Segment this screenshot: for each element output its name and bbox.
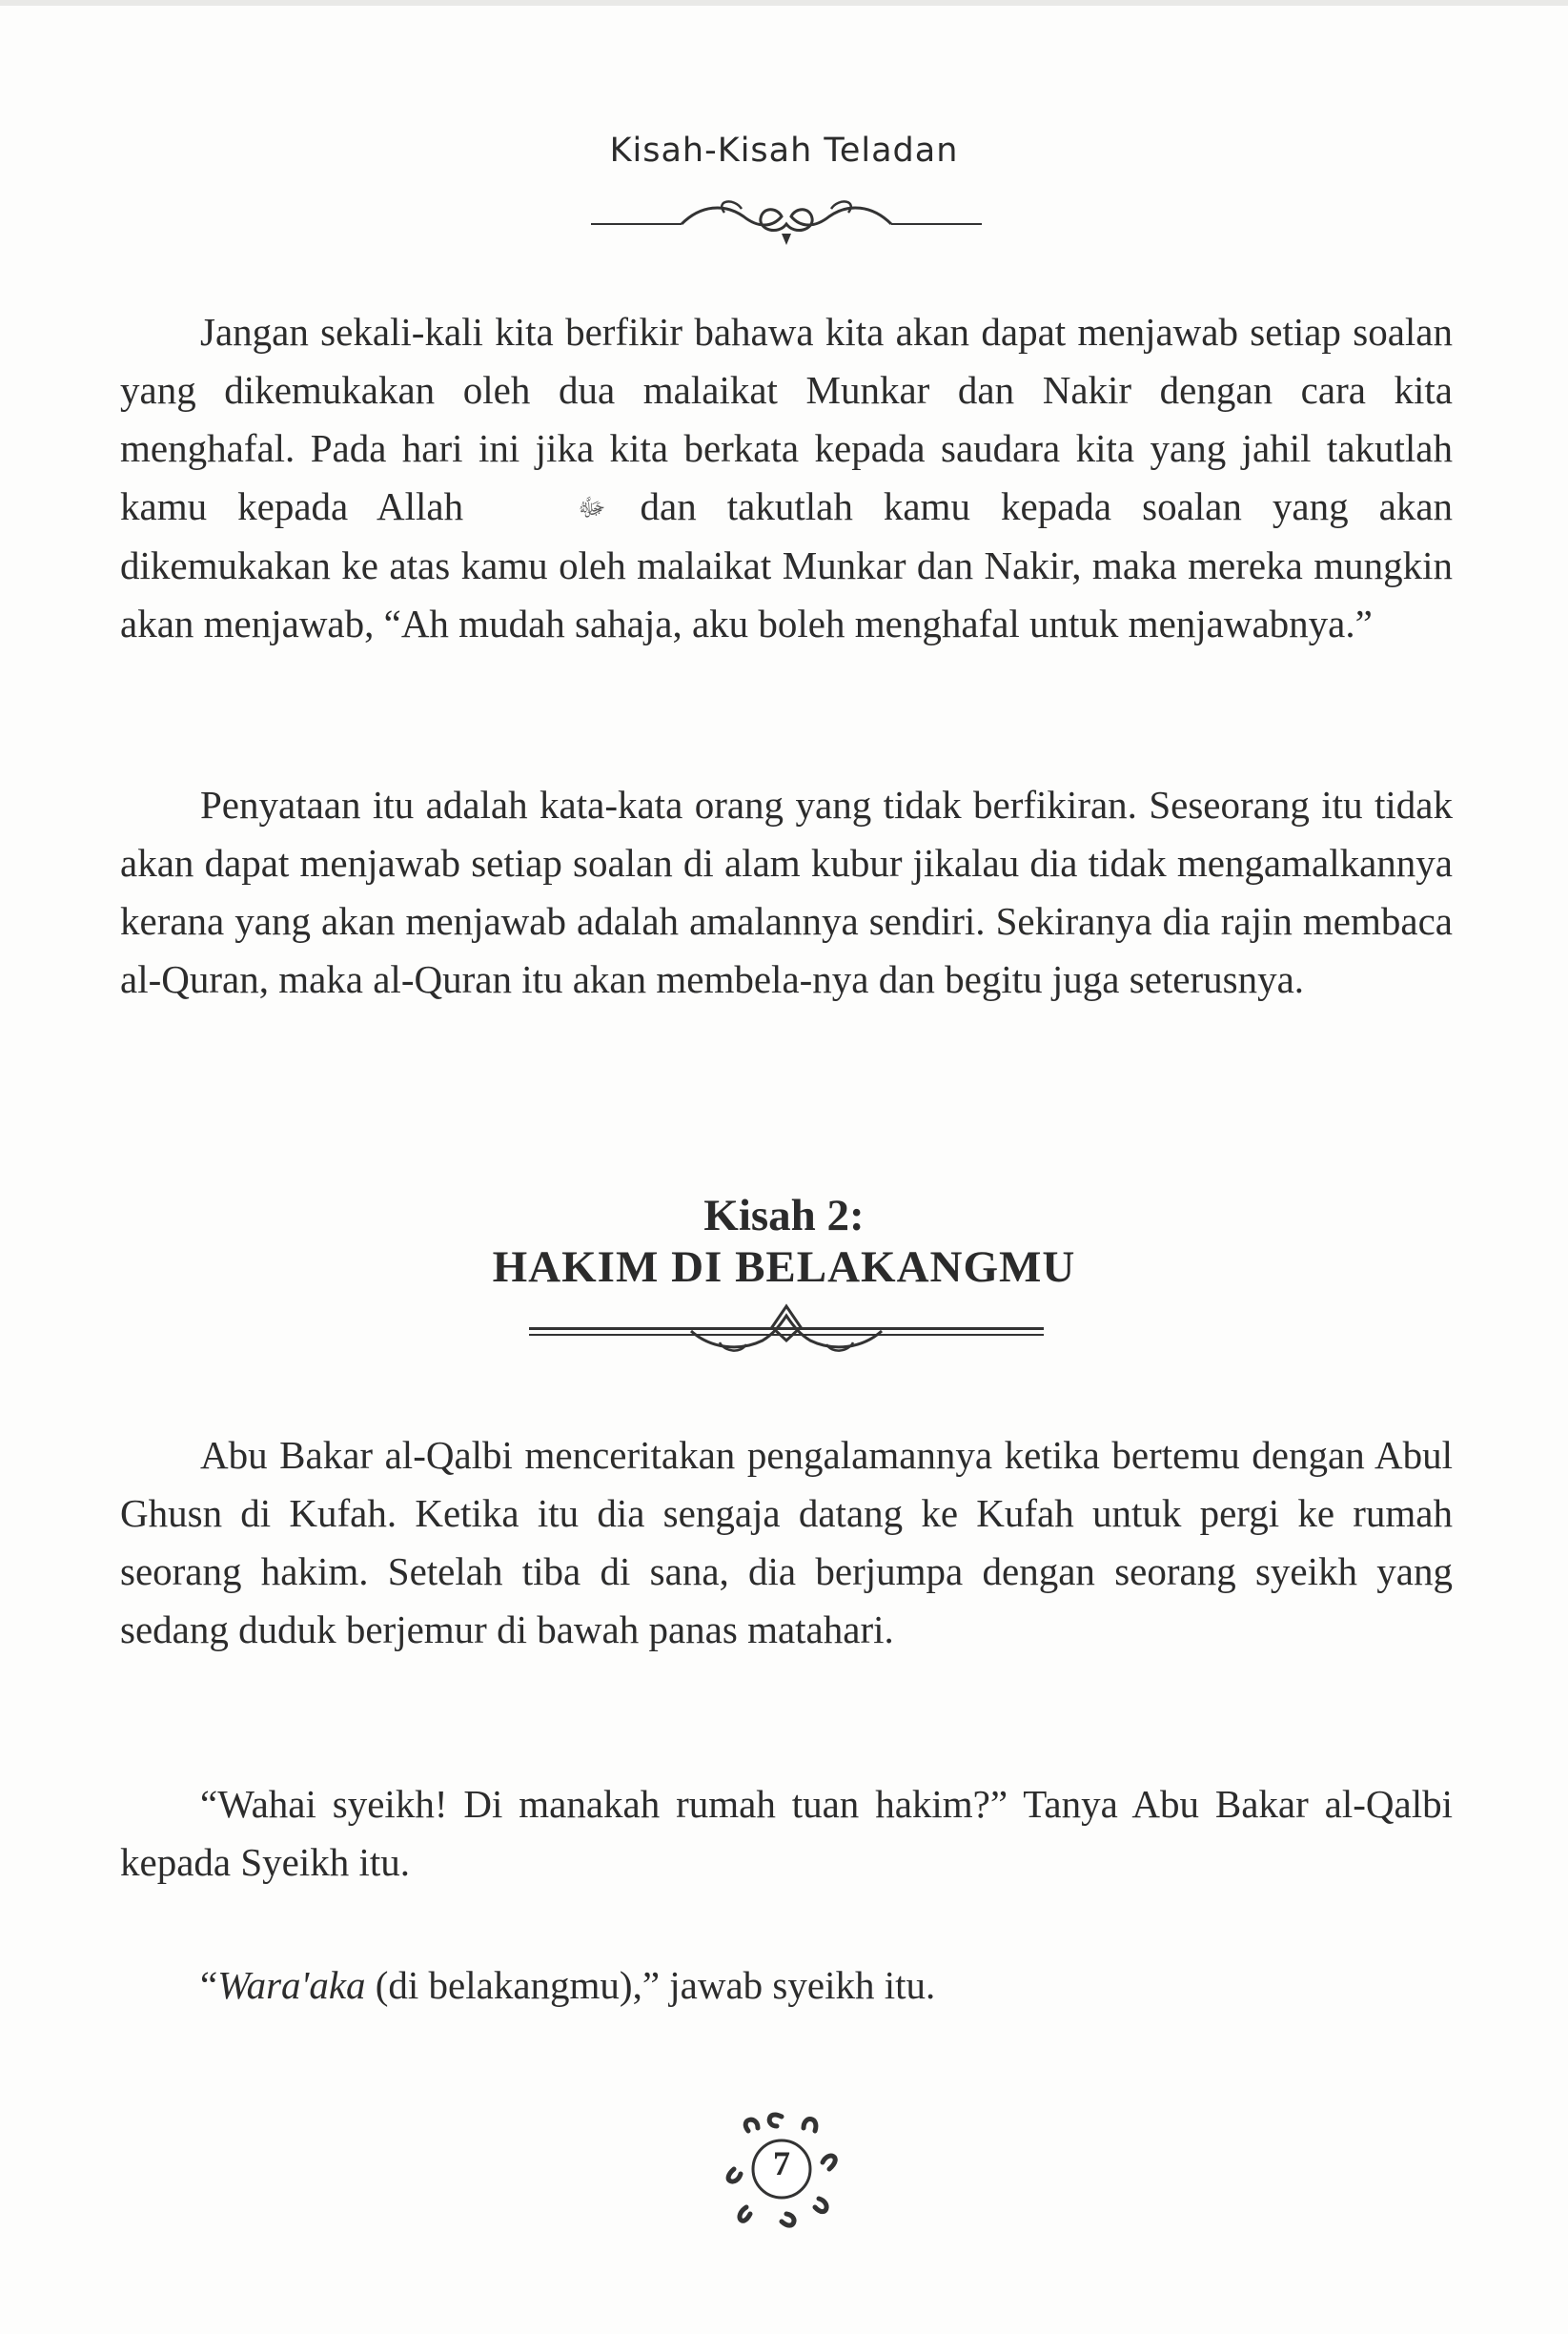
italic-term: Wara'aka: [217, 1963, 366, 2007]
quote-open: “: [200, 1963, 218, 2007]
scan-edge: [0, 0, 1568, 6]
title-ornament-icon: [529, 1299, 1044, 1365]
header-ornament-icon: [591, 195, 982, 253]
paragraph-5: [120, 1956, 1453, 2015]
paragraph-1-part-b: dan takutlah kamu kepada soalan yang akan dikemukakan ke atas kamu oleh malaikat Munkar dan Nakir, maka mereka mungkin akan menjawab, “Ah mudah sahaja, aku boleh menghafal untuk menjawabnya.”: [120, 484, 1454, 645]
story-title: HAKIM DI BELAKANGMU: [492, 1242, 1076, 1292]
page-number: 7: [773, 2144, 790, 2182]
paragraph-5-rest: (di belakangmu),” jawab syeikh itu.: [365, 1963, 936, 2007]
paragraph-2: Penyataan itu adalah kata-kata orang yang tidak berfikiran. Seseorang itu tidak akan dapat menjawab setiap soalan di alam kubur jikalau dia tidak mengamalkannya kerana yang akan menjawab adalah amalannya sendiri. Sekiranya dia rajin membaca al-Quran, maka al-Quran itu akan membela-nya dan begitu juga seterusnya.: [120, 783, 1453, 1001]
paragraph-1-part-a: Jangan sekali-kali kita berfikir bahawa kita akan dapat menjawab setiap soalan yang dikemukakan oleh dua malaikat Munkar dan Nakir dengan cara kita menghafal. Pada hari ini jika kita berkata kepada saudara kita yang jahil takutlah kamu kepada Allah: [120, 310, 1453, 528]
running-header: Kisah-Kisah Teladan: [609, 132, 959, 170]
story-number: Kisah 2:: [703, 1191, 865, 1240]
honorific-glyph: ﷻ: [578, 494, 606, 522]
paragraph-1: [120, 303, 1453, 653]
paragraph-3: Abu Bakar al-Qalbi menceritakan pengalamannya ketika bertemu dengan Abul Ghusn di Kufah. Ketika itu dia sengaja datang ke Kufah untuk pergi ke rumah seorang hakim. Setelah tiba di sana, dia berjumpa dengan seorang syeikh yang sedang duduk berjemur di bawah panas matahari.: [120, 1433, 1453, 1651]
paragraph-4: “Wahai syeikh! Di manakah rumah tuan hakim?” Tanya Abu Bakar al-Qalbi kepada Syeikh itu.: [120, 1782, 1453, 1884]
